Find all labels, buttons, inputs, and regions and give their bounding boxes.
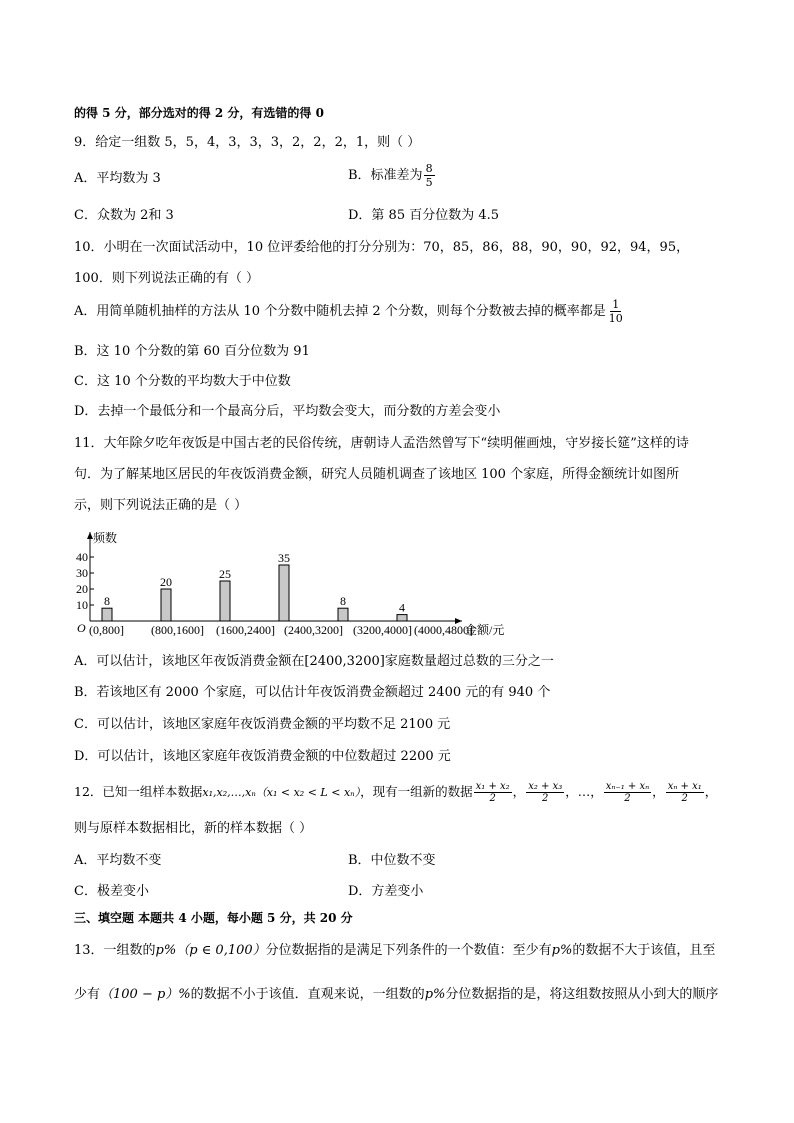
y-tick-label: 20 xyxy=(76,582,88,596)
y-tick-label: 10 xyxy=(76,598,88,612)
origin-label: O xyxy=(77,621,86,635)
fraction-denominator: 2 xyxy=(542,793,549,804)
q11-option-c: C．可以估计，该地区家庭年夜饭消费金额的平均数不足 2100 元 xyxy=(74,717,451,732)
bar xyxy=(338,608,348,621)
q11-option-d: D．可以估计，该地区家庭年夜饭消费金额的中位数超过 2200 元 xyxy=(74,749,451,764)
fraction-denominator: 10 xyxy=(608,312,623,325)
x-tick-label: (2400,3200] xyxy=(284,623,343,637)
bar-value-label: 20 xyxy=(160,575,172,589)
q12-option-a: A．平均数不变 xyxy=(74,853,162,868)
bar xyxy=(220,581,230,621)
q10-stem-line1: 10．小明在一次面试活动中，10 位评委给他的打分分别为：70，85，86，88，90，90，92，94，95， xyxy=(74,240,690,255)
q10-option-a xyxy=(74,298,626,325)
separator: ， xyxy=(704,784,718,799)
q13-math: p% xyxy=(551,943,573,958)
fraction-denominator: 2 xyxy=(624,793,631,804)
q9-option-a: A．平均数为 3 xyxy=(74,171,161,186)
fraction-numerator: xₙ + x₁ xyxy=(667,781,702,792)
fraction-numerator: 8 xyxy=(425,162,433,175)
q11-stem-line2: 句．为了解某地区居民的年夜饭消费金额，研究人员随机调查了该地区 100 个家庭，所得金额统计如图所 xyxy=(74,467,680,482)
bar xyxy=(279,565,289,621)
section2-instructions: 的得 5 分，部分选对的得 2 分，有选错的得 0 xyxy=(74,106,324,120)
q10-option-a-label: A．用简单随机抽样的方法从 10 个分数中随机去掉 2 个分数，则每个分数被去掉的概率都是 xyxy=(74,304,606,319)
q10-stem-line2: 100．则下列说法正确的有（ ） xyxy=(74,271,259,286)
bar xyxy=(397,615,407,621)
q13-text: 的数据不大于该值，且至 xyxy=(572,943,716,958)
fraction-denominator: 2 xyxy=(489,793,496,804)
y-axis-label: 频数 xyxy=(93,531,118,545)
fraction xyxy=(666,781,704,804)
q13-math: （100 − p）% xyxy=(100,987,191,1002)
q13-math: p%（p ∈ 0,100） xyxy=(155,943,266,958)
fraction xyxy=(474,781,512,804)
fraction xyxy=(424,162,435,189)
separator: ， xyxy=(512,784,526,799)
q13-text: 分位数据指的是，将这组数按照从小到大的顺序 xyxy=(445,987,719,1002)
bar-value-label: 25 xyxy=(219,567,231,581)
q9-option-b-label: B．标准差为 xyxy=(348,168,423,183)
q13-text: 少有 xyxy=(74,987,101,1002)
x-tick-label: (800,1600] xyxy=(151,623,204,637)
fraction-numerator: xₙ₋₁ + xₙ xyxy=(605,781,650,792)
fraction-numerator: x₁ + x₂ xyxy=(475,781,510,792)
q12-stem-mid: ，现有一组新的数据 xyxy=(360,784,473,799)
bar-value-label: 8 xyxy=(104,594,110,609)
q9-option-b xyxy=(348,162,436,189)
fraction-denominator: 5 xyxy=(425,176,433,189)
ellipsis: ，…， xyxy=(565,784,603,799)
q12-option-b: B．中位数不变 xyxy=(348,853,436,868)
q9-option-d: D．第 85 百分位数为 4.5 xyxy=(348,208,500,223)
q10-option-c: C．这 10 个分数的平均数大于中位数 xyxy=(74,374,291,389)
q11-option-a: A．可以估计，该地区年夜饭消费金额在[2400,3200]家庭数量超过总数的三分之一 xyxy=(74,654,554,669)
x-axis-label: 金额/元 xyxy=(465,623,505,637)
q9-option-c: C．众数为 2和 3 xyxy=(74,208,174,223)
q11-option-b: B．若该地区有 2000 个家庭，可以估计年夜饭消费金额超过 2400 元的有 940 个 xyxy=(74,685,551,700)
fraction-numerator: x₂ + x₃ xyxy=(528,781,563,792)
q12-option-c: C．极差变小 xyxy=(74,884,149,899)
q13-line2 xyxy=(74,986,718,1004)
bar xyxy=(102,608,112,621)
histogram-chart xyxy=(70,528,530,642)
x-tick-label: (4000,4800] xyxy=(414,623,473,637)
q12-stem-prefix: 12．已知一组样本数据 xyxy=(74,784,203,799)
q12-stem-line1 xyxy=(74,781,717,804)
x-tick-label: (0,800] xyxy=(89,623,124,637)
fraction xyxy=(604,781,651,804)
q12-option-d: D．方差变小 xyxy=(348,884,424,899)
q13-line1 xyxy=(74,942,715,960)
x-tick-label: (3200,4000] xyxy=(353,623,412,637)
bar-value-label: 35 xyxy=(278,551,290,565)
q11-stem-line1: 11．大年除夕吃年夜饭是中国古老的民俗传统，唐朝诗人孟浩然曾写下“续明催画烛，守岁接长筵”这样的诗 xyxy=(74,436,689,451)
fraction xyxy=(526,781,564,804)
y-tick-label: 40 xyxy=(76,550,88,564)
bar xyxy=(161,589,171,621)
fraction-denominator: 2 xyxy=(681,793,688,804)
q13-math: p% xyxy=(424,987,446,1002)
y-tick-label: 30 xyxy=(76,566,88,580)
q10-option-d: D．去掉一个最低分和一个最高分后，平均数会变大，而分数的方差会变小 xyxy=(74,404,501,419)
q10-option-b: B．这 10 个分数的第 60 百分位数为 91 xyxy=(74,344,310,359)
separator: ， xyxy=(652,784,665,799)
q9-stem: 9．给定一组数 5，5，4，3，3，3，2，2，2，1，则（ ） xyxy=(74,135,421,150)
q13-text: 13．一组数的 xyxy=(74,943,156,958)
q12-stem-line2: 则与原样本数据相比，新的样本数据（ ） xyxy=(74,821,313,836)
x-tick-label: (1600,2400] xyxy=(216,623,275,637)
q13-text: 分位数据指的是满足下列条件的一个数值：至少有 xyxy=(265,943,552,958)
fraction xyxy=(607,298,625,325)
bar-value-label: 8 xyxy=(340,594,346,609)
fraction-numerator: 1 xyxy=(612,298,620,311)
q12-data-expression: x₁,x₂,…,xₙ（x₁ < x₂ < L < xₙ） xyxy=(202,786,361,799)
section3-heading: 三、填空题 本题共 4 小题，每小题 5 分，共 20 分 xyxy=(74,911,353,925)
bar-value-label: 4 xyxy=(399,600,405,615)
q13-text: 的数据不小于该值．直观来说，一组数的 xyxy=(190,987,425,1002)
q11-stem-line3: 示，则下列说法正确的是（ ） xyxy=(74,498,248,513)
